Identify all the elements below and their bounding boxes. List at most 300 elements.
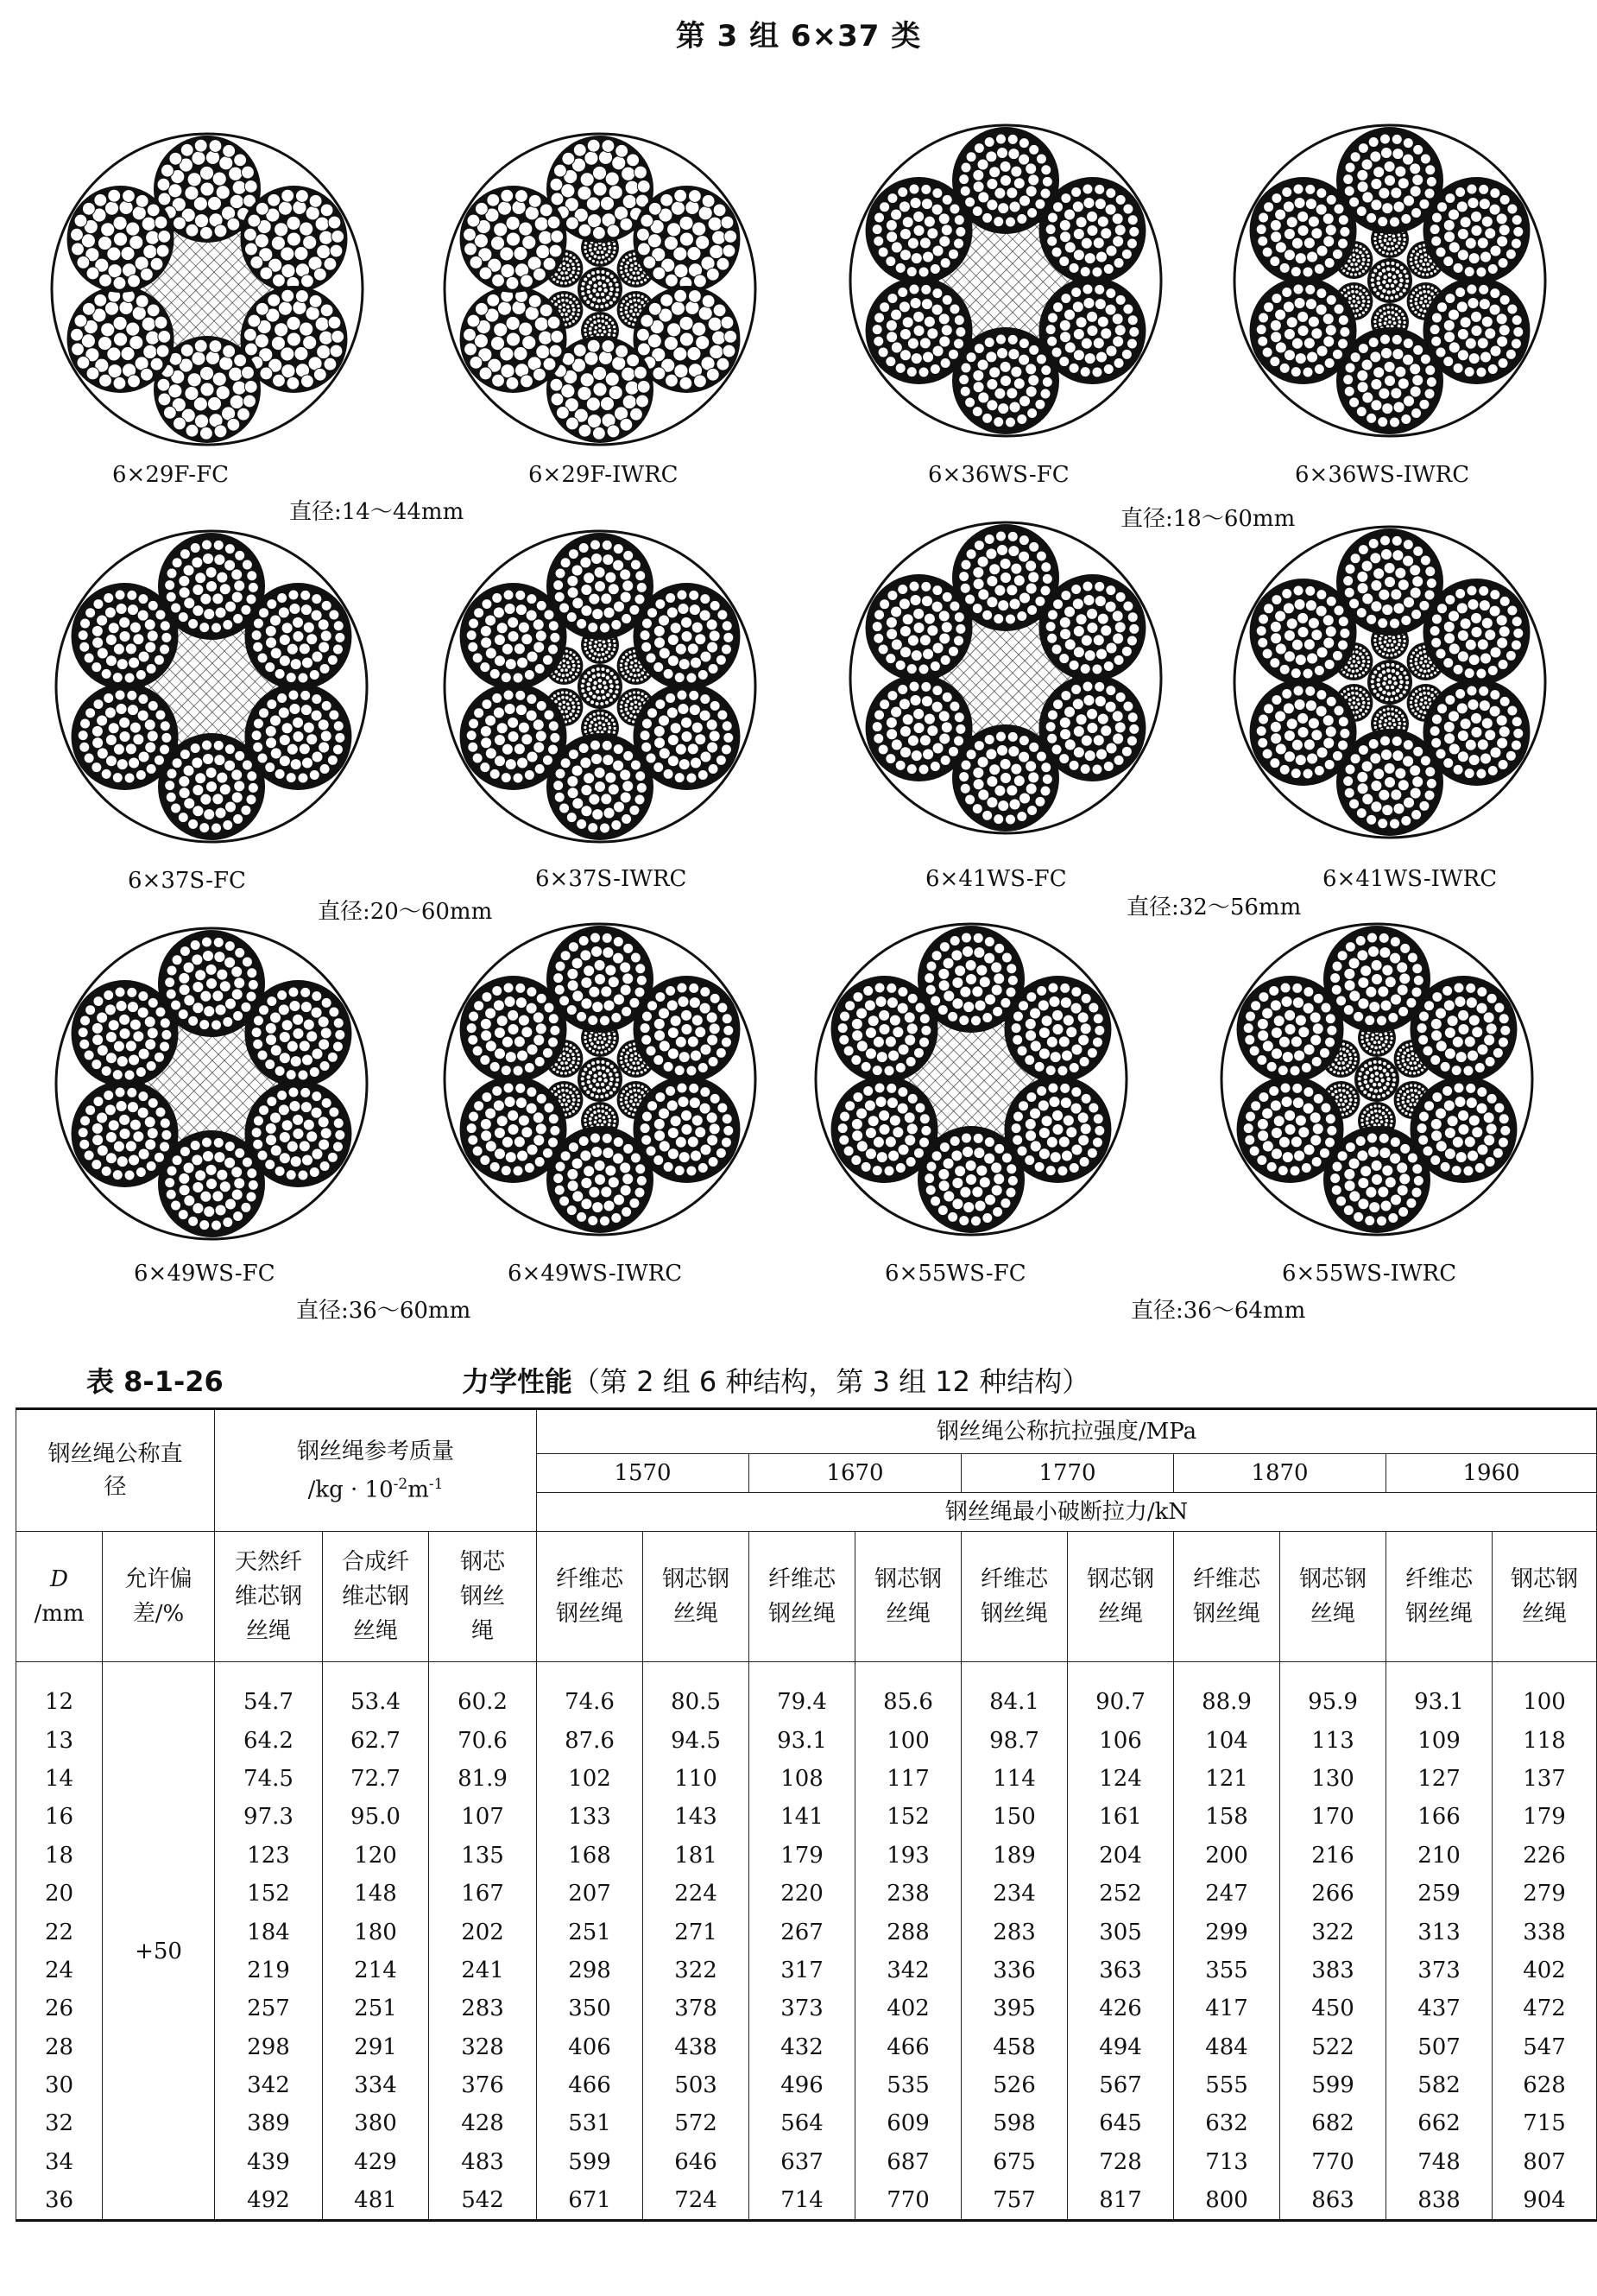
- diameter-cell: 34: [16, 2143, 103, 2181]
- header-nominal-diameter: [16, 1409, 215, 1532]
- rope-diagram: [842, 117, 1170, 445]
- value-cell: 241: [429, 1951, 537, 1989]
- value-cell: 378: [643, 1989, 749, 2027]
- value-cell: 458: [962, 2028, 1068, 2066]
- rope-diagram: [842, 514, 1170, 842]
- diameter-cell: 18: [16, 1837, 103, 1875]
- value-cell: 645: [1068, 2104, 1174, 2142]
- value-cell: 74.6: [537, 1683, 643, 1721]
- rope-label: 6×36WS-FC: [928, 462, 1070, 488]
- value-cell: 161: [1068, 1798, 1174, 1836]
- value-cell: 632: [1174, 2104, 1280, 2142]
- value-cell: 535: [855, 2066, 962, 2104]
- value-cell: 167: [429, 1875, 537, 1913]
- value-cell: 484: [1174, 2028, 1280, 2066]
- value-cell: 599: [537, 2143, 643, 2181]
- value-cell: 439: [215, 2143, 323, 2181]
- value-cell: 220: [749, 1875, 855, 1913]
- header-break-col-text: 钢芯钢丝绳: [1511, 1566, 1579, 1627]
- rope-cross-section: [43, 125, 371, 453]
- diameter-cell: 22: [16, 1913, 103, 1951]
- value-cell: 100: [1493, 1683, 1597, 1721]
- header-nominal-diameter-text: 钢丝绳公称直径: [47, 1441, 183, 1500]
- header-D-symbol: D: [50, 1566, 68, 1592]
- value-cell: 109: [1386, 1721, 1493, 1759]
- strand: [244, 980, 351, 1087]
- strand: [1423, 579, 1530, 686]
- value-cell: 110: [643, 1760, 749, 1798]
- diameter-cell: 30: [16, 2066, 103, 2104]
- value-cell: 123: [215, 1837, 323, 1875]
- value-cell: 226: [1493, 1837, 1597, 1875]
- rope-diagram: [1213, 915, 1541, 1243]
- value-cell: 104: [1174, 1721, 1280, 1759]
- header-mass-col: [215, 1532, 323, 1662]
- value-cell: 238: [855, 1875, 962, 1913]
- strand: [72, 683, 179, 790]
- value-cell: 671: [537, 2181, 643, 2221]
- header-break-col-text: 纤维芯钢丝绳: [556, 1566, 624, 1627]
- value-cell: 472: [1493, 1989, 1597, 2027]
- table-row: [16, 2143, 1597, 2181]
- spacer-cell: [323, 1662, 429, 1684]
- value-cell: 555: [1174, 2066, 1280, 2104]
- rope-diagram: [47, 920, 376, 1248]
- value-cell: 207: [537, 1875, 643, 1913]
- value-cell: 628: [1493, 2066, 1597, 2104]
- spacer-cell: [855, 1662, 962, 1684]
- header-grade: 1870: [1174, 1454, 1386, 1493]
- value-cell: 141: [749, 1798, 855, 1836]
- table-title: [462, 1360, 1089, 1400]
- value-cell: 219: [215, 1951, 323, 1989]
- value-cell: 863: [1280, 2181, 1386, 2221]
- strand: [578, 1057, 622, 1102]
- strand: [633, 976, 740, 1083]
- strand: [831, 976, 938, 1083]
- header-break-col-text: 钢芯钢丝绳: [1087, 1566, 1155, 1627]
- strand: [866, 177, 973, 284]
- value-cell: 53.4: [323, 1683, 429, 1721]
- value-cell: 97.3: [215, 1798, 323, 1836]
- value-cell: 180: [323, 1913, 429, 1951]
- rope-label: 6×29F-IWRC: [528, 462, 679, 488]
- value-cell: 95.0: [323, 1798, 429, 1836]
- value-cell: 120: [323, 1837, 429, 1875]
- value-cell: 127: [1386, 1760, 1493, 1798]
- value-cell: 152: [215, 1875, 323, 1913]
- rope-label: 6×55WS-IWRC: [1282, 1261, 1457, 1287]
- header-grade: 1670: [749, 1454, 962, 1493]
- rope-diagram: [436, 522, 764, 851]
- header-mass-col-text: 天然纤维芯钢丝绳: [234, 1549, 302, 1644]
- rope-label: 6×55WS-FC: [885, 1261, 1026, 1287]
- value-cell: 108: [749, 1760, 855, 1798]
- value-cell: 807: [1493, 2143, 1597, 2181]
- strand: [1038, 177, 1146, 284]
- strand: [1038, 574, 1146, 681]
- value-cell: 800: [1174, 2181, 1280, 2221]
- value-cell: 496: [749, 2066, 855, 2104]
- value-cell: 298: [537, 1951, 643, 1989]
- value-cell: 118: [1493, 1721, 1597, 1759]
- value-cell: 373: [1386, 1951, 1493, 1989]
- value-cell: 202: [429, 1913, 537, 1951]
- value-cell: 492: [215, 2181, 323, 2221]
- diameter-range: 直径:14～44mm: [289, 499, 464, 525]
- spacer-cell: [962, 1662, 1068, 1684]
- strand: [72, 583, 179, 690]
- value-cell: 770: [1280, 2143, 1386, 2181]
- value-cell: 193: [855, 1837, 962, 1875]
- value-cell: 373: [749, 1989, 855, 2027]
- value-cell: 81.9: [429, 1760, 537, 1798]
- diameter-cell: 14: [16, 1760, 103, 1798]
- value-cell: 507: [1386, 2028, 1493, 2066]
- rope-cross-section: [47, 920, 376, 1248]
- table-row: [16, 2066, 1597, 2104]
- value-cell: 522: [1280, 2028, 1386, 2066]
- rope-label: 6×36WS-IWRC: [1295, 462, 1470, 488]
- diameter-cell: 28: [16, 2028, 103, 2066]
- strand: [866, 674, 973, 781]
- value-cell: 214: [323, 1951, 429, 1989]
- value-cell: 184: [215, 1913, 323, 1951]
- strand: [460, 186, 567, 293]
- strand: [831, 1076, 938, 1183]
- header-mass-col: [429, 1532, 537, 1662]
- strand: [1250, 579, 1357, 686]
- value-cell: 481: [323, 2181, 429, 2221]
- spacer-cell: [1068, 1662, 1174, 1684]
- rope-cross-section: [1213, 915, 1541, 1243]
- strand: [1250, 277, 1357, 384]
- value-cell: 88.9: [1174, 1683, 1280, 1721]
- rope-label: 6×49WS-FC: [134, 1261, 275, 1287]
- value-cell: 317: [749, 1951, 855, 1989]
- strand: [1250, 177, 1357, 284]
- spacer-cell: [16, 1662, 103, 1684]
- value-cell: 395: [962, 1989, 1068, 2027]
- header-break-col: [1174, 1532, 1280, 1662]
- value-cell: 74.5: [215, 1760, 323, 1798]
- value-cell: 450: [1280, 1989, 1386, 2027]
- value-cell: 133: [537, 1798, 643, 1836]
- header-reference-mass: [215, 1409, 537, 1532]
- diameter-cell: 20: [16, 1875, 103, 1913]
- value-cell: 85.6: [855, 1683, 962, 1721]
- table-row: [16, 1875, 1597, 1913]
- rope-label: 6×37S-IWRC: [535, 866, 687, 892]
- strand: [67, 286, 174, 393]
- value-cell: 93.1: [749, 1721, 855, 1759]
- value-cell: 328: [429, 2028, 537, 2066]
- table-row: [16, 2104, 1597, 2142]
- header-break-col-text: 纤维芯钢丝绳: [1193, 1566, 1261, 1627]
- value-cell: 838: [1386, 2181, 1493, 2221]
- value-cell: 95.9: [1280, 1683, 1386, 1721]
- value-cell: 124: [1068, 1760, 1174, 1798]
- value-cell: 70.6: [429, 1721, 537, 1759]
- value-cell: 322: [643, 1951, 749, 1989]
- value-cell: 389: [215, 2104, 323, 2142]
- value-cell: 179: [1493, 1798, 1597, 1836]
- diameter-range: 直径:20～60mm: [318, 899, 493, 925]
- value-cell: 483: [429, 2143, 537, 2181]
- value-cell: 817: [1068, 2181, 1174, 2221]
- strand: [578, 664, 622, 709]
- value-cell: 152: [855, 1798, 962, 1836]
- value-cell: 259: [1386, 1875, 1493, 1913]
- strand: [460, 683, 567, 790]
- value-cell: 724: [643, 2181, 749, 2221]
- value-cell: 224: [643, 1875, 749, 1913]
- diameter-range: 直径:32～56mm: [1127, 895, 1302, 920]
- strand: [460, 1076, 567, 1183]
- value-cell: 336: [962, 1951, 1068, 1989]
- rope-cross-section: [807, 915, 1135, 1243]
- header-mass-col-text: 合成纤维芯钢丝绳: [341, 1549, 409, 1644]
- value-cell: 94.5: [643, 1721, 749, 1759]
- rope-diagram: [807, 915, 1135, 1243]
- value-cell: 402: [1493, 1951, 1597, 1989]
- diameter-cell: 24: [16, 1951, 103, 1989]
- strand: [633, 186, 740, 293]
- header-break-col: [643, 1532, 749, 1662]
- value-cell: 251: [323, 1989, 429, 2027]
- strand: [1423, 177, 1530, 284]
- value-cell: 437: [1386, 1989, 1493, 2027]
- value-cell: 121: [1174, 1760, 1280, 1798]
- header-break-col: [1493, 1532, 1597, 1662]
- value-cell: 80.5: [643, 1683, 749, 1721]
- header-break-col-text: 纤维芯钢丝绳: [1405, 1566, 1474, 1627]
- strand: [1367, 660, 1412, 705]
- value-cell: 117: [855, 1760, 962, 1798]
- value-cell: 137: [1493, 1760, 1597, 1798]
- strand: [1410, 976, 1517, 1083]
- rope-label: 6×37S-FC: [128, 868, 246, 894]
- table-number: 表 8-1-26: [86, 1365, 224, 1398]
- strand: [244, 583, 351, 690]
- value-cell: 305: [1068, 1913, 1174, 1951]
- strand: [460, 583, 567, 690]
- header-break-col-text: 钢芯钢丝绳: [874, 1566, 943, 1627]
- header-mass-col-text: 钢芯钢丝绳: [459, 1549, 505, 1644]
- page-title: 第 3 组 6×37 类: [675, 19, 922, 54]
- value-cell: 682: [1280, 2104, 1386, 2142]
- diameter-range: 直径:18～60mm: [1120, 506, 1296, 532]
- value-cell: 383: [1280, 1951, 1386, 1989]
- spacer-cell: [103, 1662, 215, 1684]
- value-cell: 322: [1280, 1913, 1386, 1951]
- value-cell: 84.1: [962, 1683, 1068, 1721]
- mass-unit-m-exp: -1: [428, 1475, 444, 1493]
- spacer-cell: [215, 1662, 323, 1684]
- mass-unit-base: /kg · 10: [307, 1477, 394, 1503]
- table-title-bold: 力学性能: [462, 1365, 573, 1398]
- strand: [866, 277, 973, 384]
- strand: [1237, 1076, 1344, 1183]
- value-cell: 494: [1068, 2028, 1174, 2066]
- header-tolerance: [103, 1532, 215, 1662]
- spacer-cell: [643, 1662, 749, 1684]
- diameter-cell: 16: [16, 1798, 103, 1836]
- header-break-col-text: 钢芯钢丝绳: [662, 1566, 730, 1627]
- value-cell: 114: [962, 1760, 1068, 1798]
- value-cell: 257: [215, 1989, 323, 2027]
- value-cell: 204: [1068, 1837, 1174, 1875]
- rope-label: 6×29F-FC: [112, 462, 230, 488]
- header-break-col: [537, 1532, 643, 1662]
- rope-cross-section: [436, 915, 764, 1243]
- value-cell: 158: [1174, 1798, 1280, 1836]
- value-cell: 728: [1068, 2143, 1174, 2181]
- rope-diagram: [1226, 518, 1554, 846]
- table-row: [16, 1721, 1597, 1759]
- value-cell: 334: [323, 2066, 429, 2104]
- strand: [1367, 258, 1412, 303]
- value-cell: 62.7: [323, 1721, 429, 1759]
- value-cell: 148: [323, 1875, 429, 1913]
- header-break-col: [962, 1532, 1068, 1662]
- value-cell: 428: [429, 2104, 537, 2142]
- value-cell: 90.7: [1068, 1683, 1174, 1721]
- value-cell: 64.2: [215, 1721, 323, 1759]
- value-cell: 675: [962, 2143, 1068, 2181]
- value-cell: 98.7: [962, 1721, 1068, 1759]
- table-row: [16, 1798, 1597, 1836]
- value-cell: 687: [855, 2143, 962, 2181]
- value-cell: 564: [749, 2104, 855, 2142]
- strand: [1004, 976, 1111, 1083]
- value-cell: 267: [749, 1913, 855, 1951]
- value-cell: 54.7: [215, 1683, 323, 1721]
- rope-cross-section: [842, 117, 1170, 445]
- value-cell: 288: [855, 1913, 962, 1951]
- header-D-unit: /mm: [34, 1601, 85, 1627]
- table-spacer-row: [16, 1662, 1597, 1684]
- value-cell: 168: [537, 1837, 643, 1875]
- value-cell: 210: [1386, 1837, 1493, 1875]
- strand: [72, 1080, 179, 1187]
- value-cell: 166: [1386, 1798, 1493, 1836]
- diameter-cell: 13: [16, 1721, 103, 1759]
- value-cell: 531: [537, 2104, 643, 2142]
- header-break-col-text: 纤维芯钢丝绳: [768, 1566, 836, 1627]
- value-cell: 291: [323, 2028, 429, 2066]
- header-break-col-text: 纤维芯钢丝绳: [981, 1566, 1049, 1627]
- rope-diagram: [47, 522, 376, 851]
- value-cell: 342: [855, 1951, 962, 1989]
- rope-cross-section: [842, 514, 1170, 842]
- value-cell: 200: [1174, 1837, 1280, 1875]
- value-cell: 547: [1493, 2028, 1597, 2066]
- table-body: [16, 1662, 1597, 2221]
- rope-label: 6×49WS-IWRC: [508, 1261, 683, 1287]
- strand: [578, 267, 622, 312]
- value-cell: 266: [1280, 1875, 1386, 1913]
- mechanical-properties-table: [16, 1407, 1597, 2222]
- value-cell: 338: [1493, 1913, 1597, 1951]
- strand: [866, 574, 973, 681]
- header-reference-mass-unit: [215, 1468, 536, 1507]
- value-cell: 904: [1493, 2181, 1597, 2221]
- header-break-col: [1386, 1532, 1493, 1662]
- value-cell: 60.2: [429, 1683, 537, 1721]
- value-cell: 170: [1280, 1798, 1386, 1836]
- spacer-cell: [537, 1662, 643, 1684]
- value-cell: 662: [1386, 2104, 1493, 2142]
- value-cell: 247: [1174, 1875, 1280, 1913]
- value-cell: 313: [1386, 1913, 1493, 1951]
- value-cell: 100: [855, 1721, 962, 1759]
- strand: [1237, 976, 1344, 1083]
- strand: [1250, 679, 1357, 786]
- value-cell: 770: [855, 2181, 962, 2221]
- header-break-col: [855, 1532, 962, 1662]
- header-D: [16, 1532, 103, 1662]
- value-cell: 572: [643, 2104, 749, 2142]
- value-cell: 79.4: [749, 1683, 855, 1721]
- value-cell: 609: [855, 2104, 962, 2142]
- value-cell: 135: [429, 1837, 537, 1875]
- value-cell: 181: [643, 1837, 749, 1875]
- diameter-range: 直径:36～60mm: [296, 1298, 471, 1324]
- diameter-cell: 26: [16, 1989, 103, 2027]
- value-cell: 113: [1280, 1721, 1386, 1759]
- value-cell: 298: [215, 2028, 323, 2066]
- spacer-cell: [1280, 1662, 1386, 1684]
- value-cell: 299: [1174, 1913, 1280, 1951]
- value-cell: 599: [1280, 2066, 1386, 2104]
- table-row: [16, 1837, 1597, 1875]
- header-tensile-strength: 钢丝绳公称抗拉强度/MPa: [537, 1409, 1597, 1454]
- rope-cross-section: [1226, 518, 1554, 846]
- spacer-cell: [1493, 1662, 1597, 1684]
- value-cell: 107: [429, 1798, 537, 1836]
- strand: [460, 286, 567, 393]
- value-cell: 87.6: [537, 1721, 643, 1759]
- value-cell: 102: [537, 1760, 643, 1798]
- value-cell: 150: [962, 1798, 1068, 1836]
- spacer-cell: [749, 1662, 855, 1684]
- header-break-col: [749, 1532, 855, 1662]
- value-cell: 252: [1068, 1875, 1174, 1913]
- value-cell: 406: [537, 2028, 643, 2066]
- value-cell: 72.7: [323, 1760, 429, 1798]
- spacer-cell: [429, 1662, 537, 1684]
- strand: [460, 976, 567, 1083]
- value-cell: 283: [962, 1913, 1068, 1951]
- value-cell: 417: [1174, 1989, 1280, 2027]
- rope-label: 6×41WS-IWRC: [1322, 866, 1498, 892]
- value-cell: 380: [323, 2104, 429, 2142]
- rope-diagram: [1226, 117, 1554, 445]
- value-cell: 526: [962, 2066, 1068, 2104]
- value-cell: 283: [429, 1989, 537, 2027]
- value-cell: 342: [215, 2066, 323, 2104]
- table-row: [16, 1760, 1597, 1798]
- strand: [67, 186, 174, 293]
- value-cell: 130: [1280, 1760, 1386, 1798]
- value-cell: 438: [643, 2028, 749, 2066]
- rope-diagram: [43, 125, 371, 453]
- table-row: [16, 2028, 1597, 2066]
- value-cell: 279: [1493, 1875, 1597, 1913]
- diameter-range: 直径:36～64mm: [1131, 1298, 1306, 1324]
- header-grade: 1960: [1386, 1454, 1597, 1493]
